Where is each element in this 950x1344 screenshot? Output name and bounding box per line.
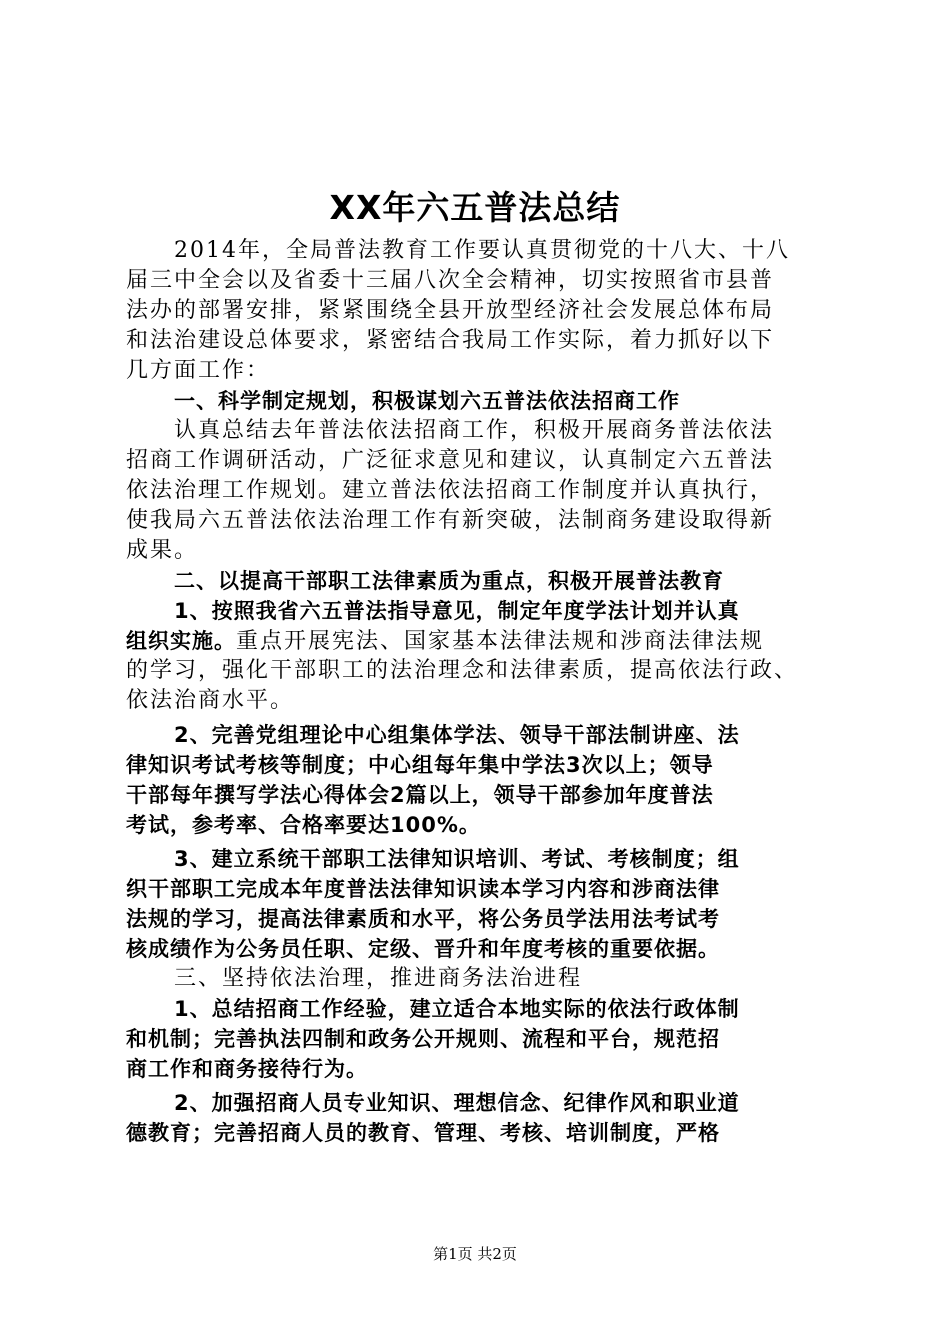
body-line: 招商工作调研活动，广泛征求意见和建议，认真制定六五普法: [126, 448, 775, 473]
document-title: XX年六五普法总结: [329, 188, 621, 227]
body-line: 使我局六五普法依法治理工作有新突破，法制商务建设取得新: [126, 508, 775, 533]
item-2-2-line: 干部每年撰写学法心得体会2篇以上，领导干部参加年度普法: [126, 783, 714, 807]
item-2-1-bold-part: 组织实施。: [126, 629, 236, 653]
body-line: 依法治理工作规划。建立普法依法招商工作制度并认真执行，: [126, 478, 775, 503]
item-2-2-line: 2、完善党组理论中心组集体学法、领导干部法制讲座、法: [174, 723, 740, 747]
body-line: 依法治商水平。: [126, 688, 295, 713]
body-line: 和法治建设总体要求，紧密结合我局工作实际，着力抓好以下: [126, 328, 775, 353]
item-2-3-line: 3、建立系统干部职工法律知识培训、考试、考核制度；组: [174, 847, 740, 871]
item-3-1-line: 1、总结招商工作经验，建立适合本地实际的依法行政体制: [174, 997, 740, 1021]
item-3-2-line: 德教育；完善招商人员的教育、管理、考核、培训制度，严格: [126, 1121, 720, 1145]
item-2-1-mixed-line: [126, 626, 830, 656]
item-2-2-line: 律知识考试考核等制度；中心组每年集中学法3次以上；领导: [126, 753, 714, 777]
item-3-1-line: 和机制；完善执法四制和政务公开规则、流程和平台，规范招: [126, 1027, 720, 1051]
item-2-3-line: 法规的学习，提高法律素质和水平，将公务员学法用法考试考: [126, 907, 720, 931]
body-line: 的学习，强化干部职工的法治理念和法律素质，提高依法行政、: [126, 658, 799, 683]
body-line: 2014年，全局普法教育工作要认真贯彻党的十八大、十八: [174, 238, 790, 263]
body-line: 成果。: [126, 538, 199, 563]
item-2-2-line: 考试，参考率、合格率要达100%。: [126, 813, 481, 837]
document-body: [126, 236, 830, 1148]
page-footer: 第1页 共2页: [433, 1245, 517, 1263]
body-line: 认真总结去年普法依法招商工作，积极开展商务普法依法: [174, 418, 775, 443]
section-heading-3: 三、坚持依法治理，推进商务法治进程: [174, 966, 583, 991]
item-3-2-line: 2、加强招商人员专业知识、理想信念、纪律作风和职业道: [174, 1091, 740, 1115]
body-line: 届三中全会以及省委十三届八次全会精神，切实按照省市县普: [126, 268, 775, 293]
item-2-1-line: 1、按照我省六五普法指导意见，制定年度学法计划并认真: [174, 599, 740, 623]
item-2-3-line: 织干部职工完成本年度普法法律知识读本学习内容和涉商法律: [126, 877, 720, 901]
item-2-1-normal-part: 重点开展宪法、国家基本法律法规和涉商法律法规: [236, 629, 765, 654]
body-line: 法办的部署安排，紧紧围绕全县开放型经济社会发展总体布局: [126, 298, 775, 323]
body-line: 几方面工作：: [126, 358, 271, 383]
item-3-1-line: 商工作和商务接待行为。: [126, 1057, 368, 1081]
section-heading-1: 一、科学制定规划，积极谋划六五普法依法招商工作: [174, 389, 680, 413]
item-2-3-line: 核成绩作为公务员任职、定级、晋升和年度考核的重要依据。: [126, 937, 720, 961]
section-heading-2: 二、以提高干部职工法律素质为重点，积极开展普法教育: [174, 569, 724, 593]
